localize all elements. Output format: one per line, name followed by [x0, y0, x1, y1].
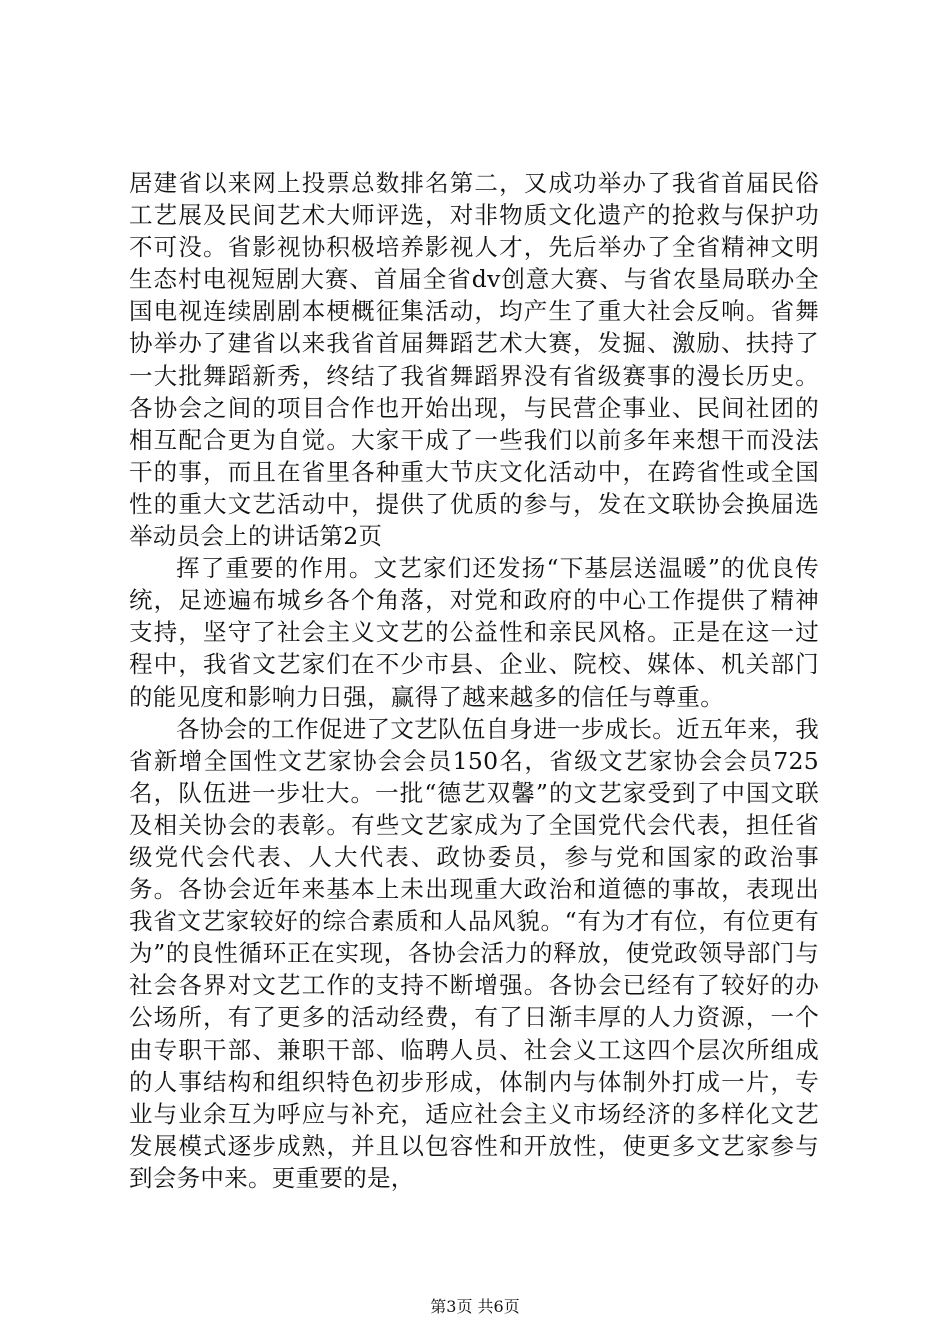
paragraph-3: 各协会的工作促进了文艺队伍自身进一步成长。近五年来，我省新增全国性文艺家协会会员150名，省级文艺家协会会员725名，队伍进一步壮大。一批“德艺双馨”的文艺家受到了中国文联及相关协会的表彰。有些文艺家成为了全国党代会代表，担任省级党代会代表、人大代表、政协委员，参与党和国家的政治事务。各协会近年来基本上未出现重大政治和道德的事故，表现出我省文艺家较好的综合素质和人品风貌。“有为才有位，有位更有为”的良性循环正在实现，各协会活力的释放，使党政领导部门与社会各界对文艺工作的支持不断增强。各协会已经有了较好的办公场所，有了更多的活动经费，有了日渐丰厚的人力资源，一个由专职干部、兼职干部、临聘人员、社会义工这四个层次所组成的人事结构和组织特色初步形成，体制内与体制外打成一片，专业与业余互为呼应与补充，适应社会主义市场经济的多样化文艺发展模式逐步成熟，并且以包容性和开放性，使更多文艺家参与到会务中来。更重要的是，	[129, 714, 819, 1192]
page-footer: 第3页 共6页	[430, 1297, 520, 1316]
paragraph-1: 居建省以来网上投票总数排名第二，又成功举办了我省首届民俗工艺展及民间艺术大师评选，对非物质文化遗产的抢救与保护功不可没。省影视协积极培养影视人才，先后举办了全省精神文明生态村电视短剧大赛、首届全省dv创意大赛、与省农垦局联办全国电视连续剧剧本梗概征集活动，均产生了重大社会反响。省舞协举办了建省以来我省首届舞蹈艺术大赛，发掘、激励、扶持了一大批舞蹈新秀，终结了我省舞蹈界没有省级赛事的漫长历史。各协会之间的项目合作也开始出现，与民营企事业、民间社团的相互配合更为自觉。大家干成了一些我们以前多年来想干而没法干的事，而且在省里各种重大节庆文化活动中，在跨省性或全国性的重大文艺活动中，提供了优质的参与，发在文联协会换届选举动员会上的讲话第2页	[129, 169, 819, 551]
paragraph-2: 挥了重要的作用。文艺家们还发扬“下基层送温暖”的优良传统，足迹遍布城乡各个角落，对党和政府的中心工作提供了精神支持，坚守了社会主义文艺的公益性和亲民风格。正是在这一过程中，我省文艺家们在不少市县、企业、院校、媒体、机关部门的能见度和影响力日强，赢得了越来越多的信任与尊重。	[129, 554, 819, 711]
body-text	[129, 167, 819, 1194]
